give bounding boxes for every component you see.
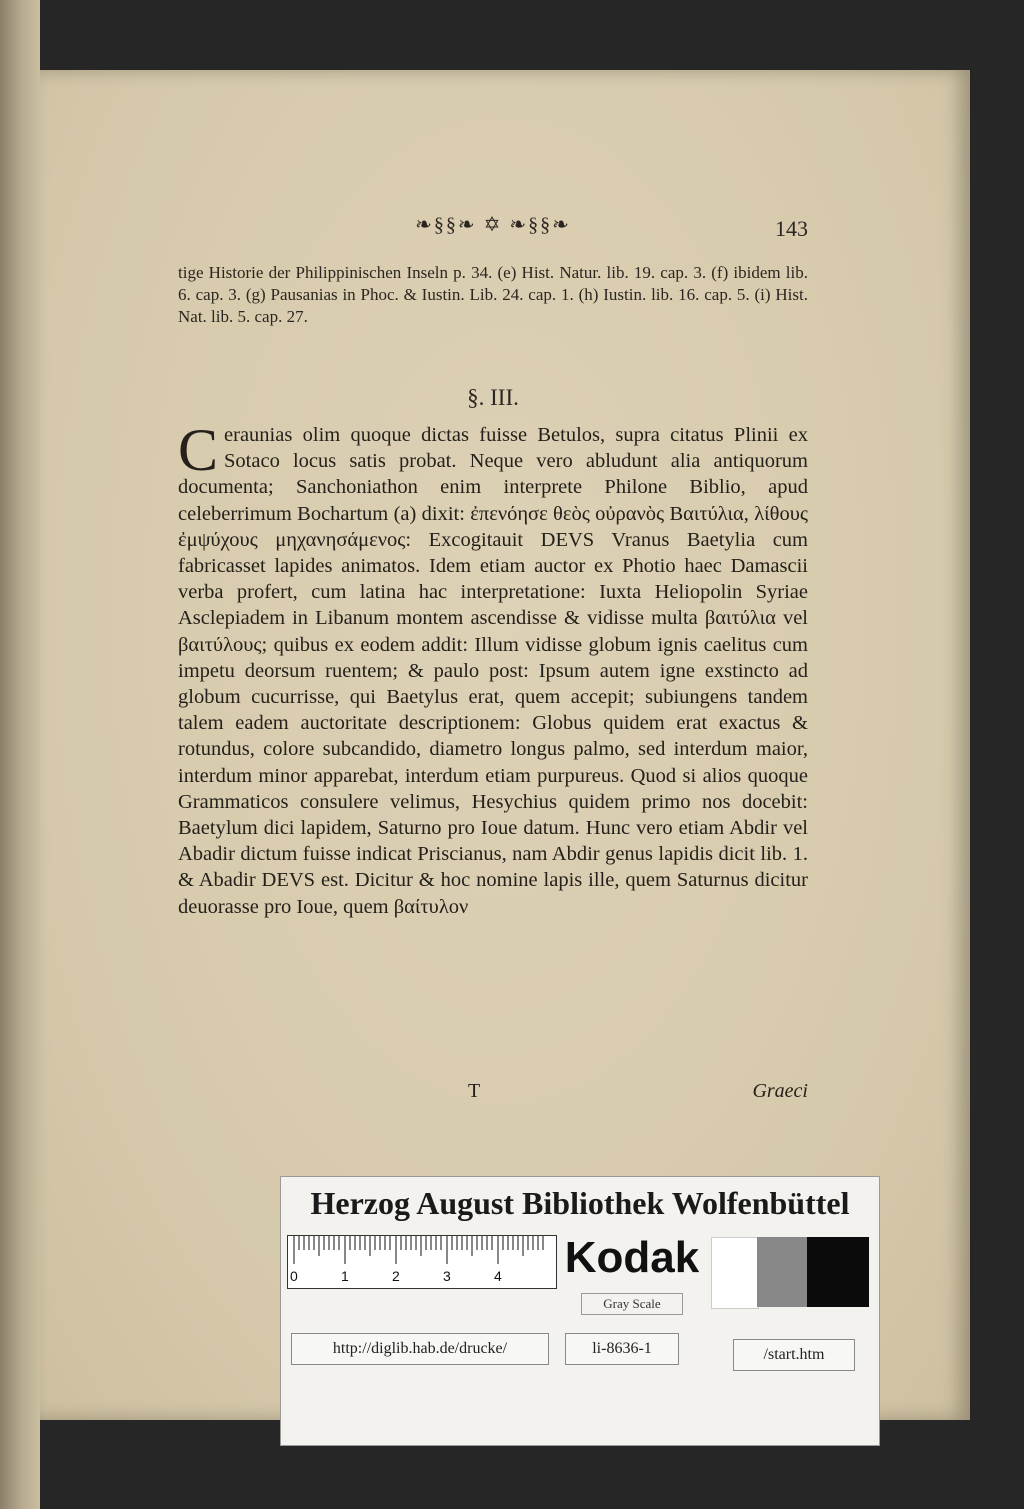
- shelfmark-label: li-8636-1: [565, 1333, 679, 1365]
- color-target-card: [280, 1176, 880, 1446]
- page-footer: [178, 1080, 808, 1106]
- body-text: eraunias olim quoque dictas fuisse Betulos, supra citatus Plinii ex Sotaco locus satis probat. Neque vero abludunt alia antiquorum documenta; Sanchoniathon enim interprete Philone Biblio, apud celeberrimum Bochartum (a) dixit: ἐπενόησε θεὸς οὐρανὸς Βαιτύλια, λίθους ἐμψύχους μηχανησάμενος: Excogitauit DEVS Vranus Baetylia cum fabricasset lapides animatos. Idem etiam auctor ex Photio haec Damascii verba profert, cum latina hac interpretatione: Iuxta Heliopolin Syriae Asclepiadem in Libanum montem ascendisse & vidisse multa βαιτύλια vel βαιτύλους; quibus ex eodem addit: Illum vidisse globum ignis caelitus cum impetu deorsum ruentem; & paulo post: Ipsum autem igne exstincto ad globum cucurrisse, qui Baetylus erat, quem accepit; subiungens tandem talem eadem auctoritate descriptionem: Globus quidem erat exactus & rotundus, colore subcandido, diametro longus palmo, sed interdum maior, interdum minor apparebat, interdum etiam purpureus. Quod si alios quoque Grammaticos consulere velimus, Hesychius quidem primo nos docebit: Baetylum dici lapidem, Saturno pro Ioue datum. Hunc vero etiam Abdir vel Abadir dictum fuisse indicat Priscianus, nam Abdir genus lapidis dicit lib. 1. & Abadir DEVS est. Dicitur & hoc nomine lapis ille, quem Saturnus dicitur deuorasse pro Ioue, quem βαίτυλον: [178, 424, 808, 918]
- catchword: Graeci: [752, 1080, 808, 1102]
- ruler-number: 4: [494, 1268, 502, 1284]
- gray-scale-label: Gray Scale: [581, 1293, 683, 1315]
- ruler-number: 2: [392, 1268, 400, 1284]
- footnote-text: tige Historie der Philippinischen Inseln p. 34. (e) Hist. Natur. lib. 19. cap. 3. (f) ibidem lib. 6. cap. 3. (g) Pausanias in Phoc. & Iustin. Lib. 24. cap. 1. (h) Iustin. lib. 16. cap. 5. (i) Hist. Nat. lib. 5. cap. 27.: [178, 263, 808, 326]
- ruler-number: 0: [290, 1268, 298, 1284]
- section-heading: §. III.: [467, 385, 519, 410]
- ruler-numbers: [288, 1268, 556, 1286]
- drop-cap: C: [178, 417, 219, 483]
- ruler-number: 3: [443, 1268, 451, 1284]
- ruler-number: 1: [341, 1268, 349, 1284]
- white-patch: [711, 1237, 759, 1309]
- url-label: http://diglib.hab.de/drucke/: [291, 1333, 549, 1365]
- ruler-ticks: [288, 1236, 556, 1266]
- scan-edge: [0, 0, 40, 1509]
- kodak-brand: Kodak: [564, 1233, 700, 1282]
- header-ornament: ❧§§❧ ✡ ❧§§❧: [415, 214, 571, 236]
- signature-mark: T: [468, 1080, 481, 1102]
- scale-ruler: [287, 1235, 557, 1289]
- footnotes: [178, 262, 808, 328]
- library-name: Herzog August Bibliothek Wolfenbüttel: [310, 1185, 850, 1221]
- page-header: [178, 210, 808, 240]
- black-patch: [807, 1237, 869, 1307]
- start-label: /start.htm: [733, 1339, 855, 1371]
- body-paragraph: [178, 417, 808, 920]
- gray-patch: [757, 1237, 807, 1307]
- page-number: 143: [775, 216, 808, 241]
